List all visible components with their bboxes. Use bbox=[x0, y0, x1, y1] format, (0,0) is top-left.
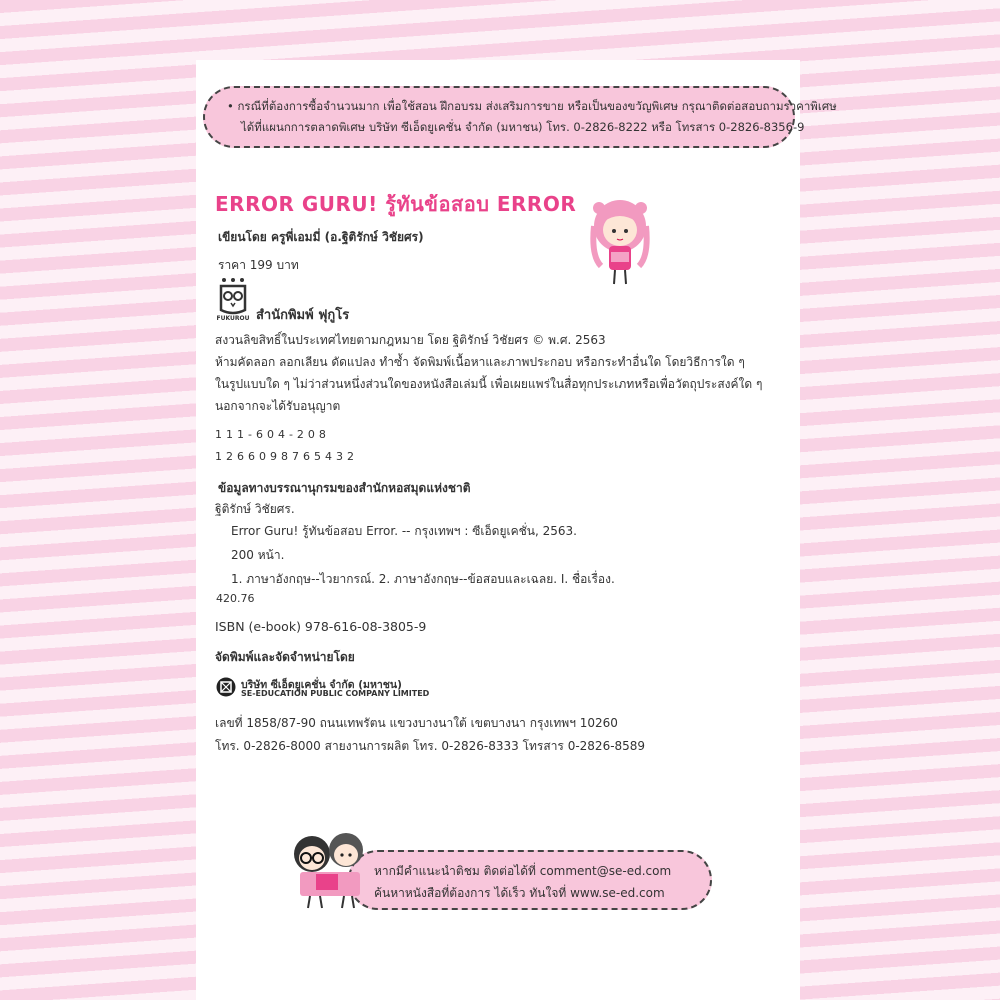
company-name-thai: บริษัท ซีเอ็ดยูเคชั่น จำกัด (มหาชน) bbox=[241, 679, 402, 691]
classification-number: 420.76 bbox=[216, 592, 255, 605]
cataloging-heading: ข้อมูลทางบรรณานุกรมของสำนักหอสมุดแห่งชาติ bbox=[218, 481, 471, 495]
contact-bubble bbox=[348, 850, 712, 910]
fukurou-logo-text: FUKUROU bbox=[216, 315, 250, 322]
author-line: เขียนโดย ครูพี่เอมมี่ (อ.ฐิติรักษ์ วิชัยศร) bbox=[218, 230, 424, 244]
company-phone: โทร. 0-2826-8000 สายงานการผลิต โทร. 0-2826-8333 โทรสาร 0-2826-8589 bbox=[215, 739, 646, 753]
barcode-number: 1266098765432 bbox=[215, 450, 358, 463]
price: ราคา 199 บาท bbox=[218, 258, 299, 272]
bulk-order-notice bbox=[203, 86, 837, 148]
reading-characters-illustration bbox=[286, 830, 378, 910]
product-code: 111-604-208 bbox=[215, 428, 330, 441]
contact-website: ค้นหาหนังสือที่ต้องการ ได้เร็ว ทันใจที่ www.se-ed.com bbox=[374, 886, 665, 900]
publisher-name: สำนักพิมพ์ ฟุกูโร bbox=[256, 308, 350, 323]
se-education-logo bbox=[216, 677, 236, 697]
isbn: ISBN (e-book) 978-616-08-3805-9 bbox=[215, 619, 427, 634]
cataloging-pages: 200 หน้า. bbox=[231, 548, 285, 562]
copyright-line-1: สงวนลิขสิทธิ์ในประเทศไทยตามกฎหมาย โดย ฐิติรักษ์ วิชัยศร © พ.ศ. 2563 bbox=[215, 333, 606, 347]
distributor-heading: จัดพิมพ์และจัดจำหน่ายโดย bbox=[215, 650, 355, 664]
copyright-line-3: ในรูปแบบใด ๆ ไม่ว่าส่วนหนึ่งส่วนใดของหนังสือเล่มนี้ เพื่อเผยแพร่ในสื่อทุกประเภทหรือเพื่อวัตถุประสงค์ใด ๆ bbox=[215, 377, 763, 391]
cataloging-title: Error Guru! รู้ทันข้อสอบ Error. -- กรุงเทพฯ : ซีเอ็ดยูเคชั่น, 2563. bbox=[231, 524, 577, 538]
cataloging-author: ฐิติรักษ์ วิชัยศร. bbox=[215, 502, 295, 516]
notice-line-1: • กรณีที่ต้องการซื้อจำนวนมาก เพื่อใช้สอน ฝึกอบรม ส่งเสริมการขาย หรือเป็นของขวัญพิเศษ กรุณาติดต่อสอบถามราคาพิเศษ bbox=[227, 99, 837, 113]
company-address: เลขที่ 1858/87-90 ถนนเทพรัตน แขวงบางนาใต้ เขตบางนา กรุงเทพฯ 10260 bbox=[215, 716, 618, 730]
book-title: ERROR GURU! รู้ทันข้อสอบ ERROR bbox=[215, 192, 577, 216]
notice-line-2: ได้ที่แผนกการตลาดพิเศษ บริษัท ซีเอ็ดยูเคชั่น จำกัด (มหาชน) โทร. 0-2826-8222 หรือ โทรสาร 0-2826-8356-9 bbox=[241, 120, 805, 134]
cataloging-subjects: 1. ภาษาอังกฤษ--ไวยากรณ์. 2. ภาษาอังกฤษ--ข้อสอบและเฉลย. I. ชื่อเรื่อง. bbox=[231, 572, 615, 586]
contact-feedback: หากมีคำแนะนำติชม ติดต่อได้ที่ comment@se-ed.com bbox=[374, 864, 672, 878]
copyright-line-2: ห้ามคัดลอก ลอกเลียน ดัดแปลง ทำซ้ำ จัดพิมพ์เนื้อหาและภาพประกอบ หรือกระทำอื่นใด โดยวิธีการใด ๆ bbox=[215, 355, 745, 369]
company-name-english: SE-EDUCATION PUBLIC COMPANY LIMITED bbox=[241, 689, 430, 698]
copyright-line-4: นอกจากจะได้รับอนุญาต bbox=[215, 399, 341, 413]
girl-character-illustration bbox=[585, 196, 655, 288]
fukurou-owl-logo bbox=[216, 276, 250, 322]
